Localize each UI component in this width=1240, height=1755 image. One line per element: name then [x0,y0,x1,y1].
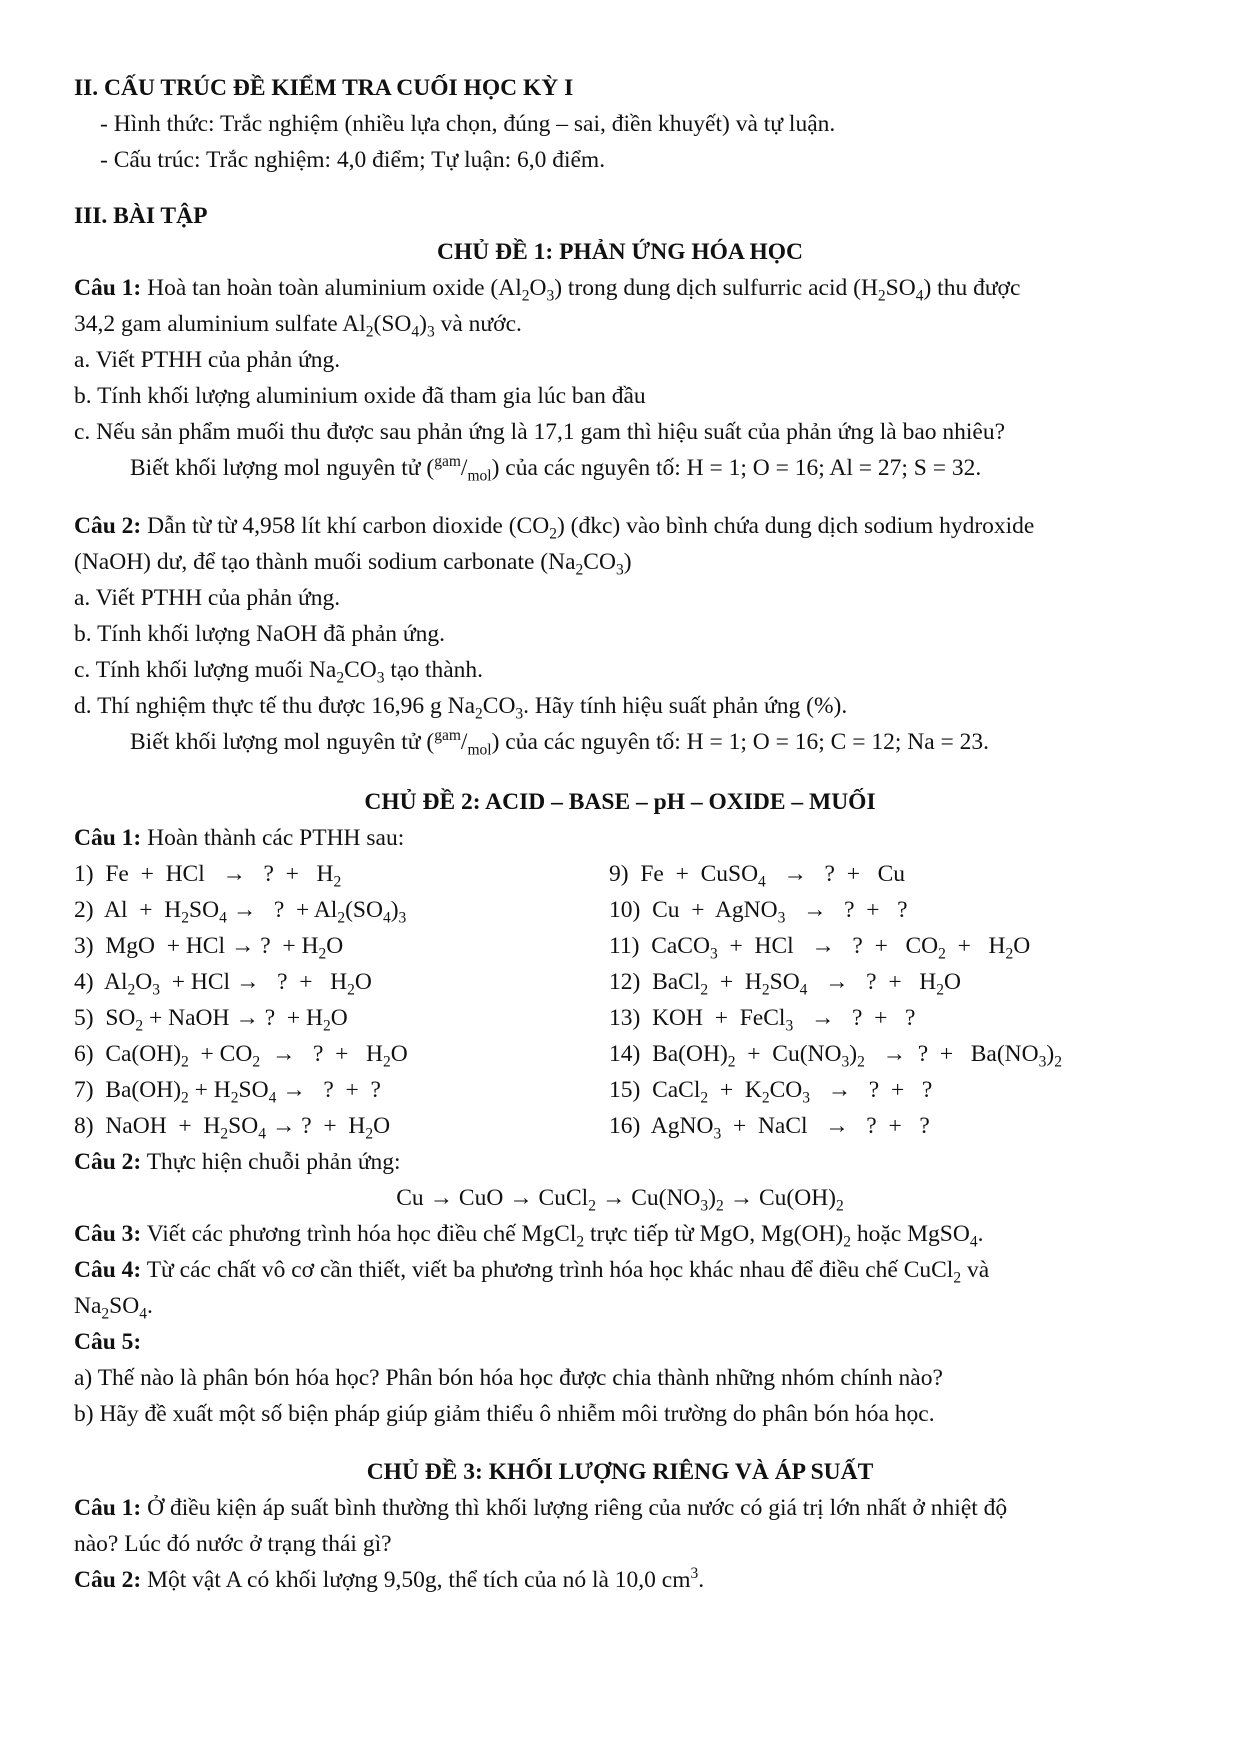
topic-3-title: CHỦ ĐỀ 3: KHỐI LƯỢNG RIÊNG VÀ ÁP SUẤT [366,1459,874,1485]
question-label: Câu 2: [74,1149,142,1175]
question-label: Câu 2: [74,513,142,539]
topic1-q2-line2: (NaOH) dư, để tạo thành muối sodium carbonate $(Na_2CO_3)$ [74,549,632,579]
equation-9: 9) Fe + CuSO$_4$ → ? + Cu [609,861,906,891]
equation-14: 14) $Ba(OH)_2 + Cu(NO_3)_2$ → ? + $Ba(NO_3)_2$ [609,1041,1062,1071]
exam-structure-line: - Cấu trúc: Trắc nghiệm: 4,0 điểm; Tự luận: 6,0 điểm. [100,147,606,173]
topic-2-title: CHỦ ĐỀ 2: ACID – BASE – pH – OXIDE – MUỐI [364,789,876,815]
equation-10: 10) Cu + AgNO$_3$ → ? + ? [609,897,908,927]
topic2-q5-a: a) Thế nào là phân bón hóa học? Phân bón hóa học được chia thành những nhóm chính nào? [74,1365,943,1391]
topic1-q2-b: b. Tính khối lượng NaOH đã phản ứng. [74,621,445,647]
equation-2: 2) $Al + H_2SO_4$ → ? + $Al_2(SO_4)_3$ [74,897,407,927]
topic1-q1-a: a. Viết PTHH của phản ứng. [74,347,341,373]
topic1-q2-c: c. Tính khối lượng muối $Na_2CO_3$ tạo thành. [74,657,484,687]
topic2-q4-line2: $Na_2SO_4$. [74,1293,153,1323]
topic1-q1-line2: 34,2 gam aluminium sulfate $Al_2(SO_4)_3$ và nước. [74,311,522,341]
topic1-q1-c: c. Nếu sản phẩm muối thu được sau phản ứng là 17,1 gam thì hiệu suất của phản ứng là bao nhiêu? [74,419,1006,445]
equation-13: 13) KOH + FeCl$_3$ → ? + ? [609,1005,916,1035]
equation-11: 11) CaCO$_3$ + HCl → ? + $CO_2 + H_2O$ [609,933,1031,963]
question-label: Câu 1: [74,825,142,851]
equation-4: 4) $Al_2O_3$ + HCl → ? + $H_2O$ [74,969,372,999]
topic1-q1-b: b. Tính khối lượng aluminium oxide đã tham gia lúc ban đầu [74,383,646,409]
topic2-q3: Câu 3: Viết các phương trình hóa học điều chế MgCl$_2$ trực tiếp từ MgO, $Mg(OH)_2$ hoặc MgSO$_4$. [74,1221,984,1251]
section-3-title: III. BÀI TẬP [74,203,208,229]
question-label: Câu 3: [74,1221,142,1247]
topic2-q5-label: Câu 5: [74,1329,142,1355]
question-label: Câu 2: [74,1567,142,1593]
equation-16: 16) AgNO$_3$ + NaCl → ? + ? [609,1113,930,1143]
topic3-q1-line1: Câu 1: Ở điều kiện áp suất bình thường thì khối lượng riêng của nước có giá trị lớn nhất ở nhiệt độ [74,1495,1008,1521]
topic1-q2-d: d. Thí nghiệm thực tế thu được 16,96 g $Na_2CO_3$. Hãy tính hiệu suất phản ứng (%). [74,693,848,723]
equation-5: 5) $SO_2$ + NaOH → ? + $H_2O$ [74,1005,348,1035]
exam-format-line: - Hình thức: Trắc nghiệm (nhiều lựa chọn, đúng – sai, điền khuyết) và tự luận. [100,111,836,137]
topic2-q5-b: b) Hãy đề xuất một số biện pháp giúp giảm thiểu ô nhiễm môi trường do phân bón hóa học. [74,1401,935,1427]
equation-3: 3) MgO + HCl → ? + $H_2O$ [74,933,344,963]
question-label: Câu 1: [74,1495,142,1521]
equation-15: 15) CaCl$_2$ + $K_2CO_3$ → ? + ? [609,1077,933,1107]
equation-1: 1) Fe + HCl → ? + $H_2$ [74,861,342,891]
topic1-q2-note: Biết khối lượng mol nguyên tử $(^{gam}/_{mol})$ của các nguyên tố: H = 1; O = 16; C = 12; Na = 23. [130,727,990,759]
question-label: Câu 1: [74,275,142,301]
topic2-q4-line1: Câu 4: Từ các chất vô cơ cần thiết, viết ba phương trình hóa học khác nhau để điều chế CuCl$_2$ và [74,1257,990,1287]
topic2-q2: Câu 2: Thực hiện chuỗi phản ứng: [74,1149,401,1175]
question-label: Câu 4: [74,1257,142,1283]
equation-6: 6) $Ca(OH)_2 + CO_2$ → ? + $H_2O$ [74,1041,408,1071]
topic-1-title: CHỦ ĐỀ 1: PHẢN ỨNG HÓA HỌC [437,239,803,265]
topic1-q2-a: a. Viết PTHH của phản ứng. [74,585,341,611]
reaction-chain: Cu → CuO → CuCl$_2$ → $Cu(NO_3)_2 \to Cu(OH)_2$ [396,1185,844,1215]
equation-list [74,856,1166,1144]
equation-8: 8) NaOH + $H_2SO_4$ → ? + $H_2O$ [74,1113,391,1143]
topic3-q2: Câu 2: Một vật A có khối lượng 9,50g, thể tích của nó là 10,0 $cm^3$. [74,1565,705,1593]
topic1-q1-note: Biết khối lượng mol nguyên tử $(^{gam}/_{mol})$ của các nguyên tố: H = 1; O = 16; Al = 27; S = 32. [130,453,982,485]
topic1-q1-line1: Câu 1: Hoà tan hoàn toàn aluminium oxide $(Al_2O_3)$ trong dung dịch sulfurric acid $(H_2SO_4)$ thu được [74,275,1021,305]
topic1-q2-line1: Câu 2: Dẫn từ từ 4,958 lít khí carbon dioxide $(CO_2)$ (đkc) vào bình chứa dung dịch sodium hydroxide [74,513,1035,543]
equation-7: 7) $Ba(OH)_2 + H_2SO_4$ → ? + ? [74,1077,381,1107]
section-2-title: II. CẤU TRÚC ĐỀ KIỂM TRA CUỐI HỌC KỲ I [74,75,574,101]
equation-12: 12) BaCl$_2$ + $H_2SO_4$ → ? + $H_2O$ [609,969,961,999]
topic2-q1: Câu 1: Hoàn thành các PTHH sau: [74,825,405,851]
topic3-q1-line2: nào? Lúc đó nước ở trạng thái gì? [74,1531,392,1557]
